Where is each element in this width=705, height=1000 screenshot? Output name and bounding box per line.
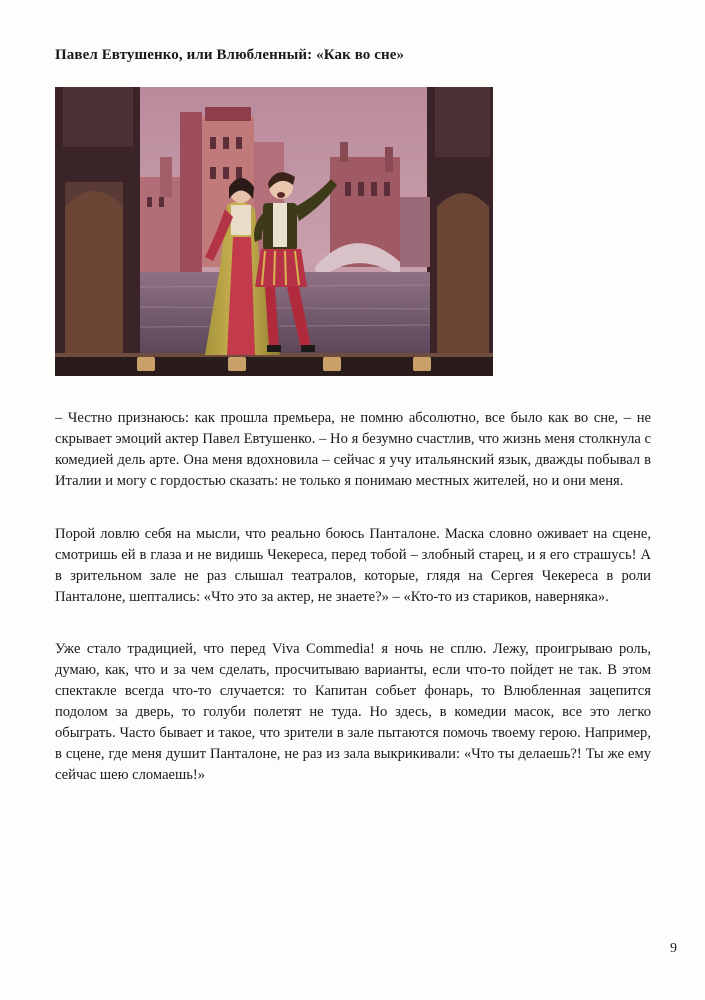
stage-photo [55,87,493,376]
paragraph-1: – Честно признаюсь: как прошла премьера, не помню абсолютно, все было как во сне, – не скрывает эмоций актер Павел Евтушенко. – Но я безумно счастлив, что жизнь меня столкнула с комедией дель арте. Она меня вдохновила – сейчас я учу итальянский язык, дважды побывал в Италии и могу с гордостью сказать: не только я понимаю местных жителей, но и они меня. [55,410,651,489]
paragraph-2: Порой ловлю себя на мысли, что реально боюсь Панталоне. Маска словно оживает на сцене, смотришь ей в глаза и не видишь Чекереса, перед тобой – злобный старец, и я его страшусь! А в зрительном зале не раз слышал театралов, которые, глядя на Сергея Чекереса в роли Панталоне, шептались: «Что это за актер, не знаете?» – «Кто-то из стариков, наверняка». [55,526,651,605]
article-title: Павел Евтушенко, или Влюбленный: «Как во сне» [55,47,405,63]
paragraph-3: Уже стало традицией, что перед Viva Commedia! я ночь не сплю. Лежу, проигрываю роль, думаю, как, что и за чем сделать, просчитываю варианты, если что-то пойдет не так. В этом спектакле всегда что-то случается: то Капитан собьет фонарь, то Влюбленная зацепится подолом за дверь, то голуби полетят не туда. Но здесь, в комедии масок, все это легко обыграть. Часто бывает и такое, что зрители в зале пытаются помочь твоему герою. Например, в сцене, где меня душит Панталоне, не раз из зала выкрикивали: «Что ты делаешь?! Ты же ему сейчас шею сломаешь!» [55,641,651,783]
page-number: 9 [670,941,677,956]
